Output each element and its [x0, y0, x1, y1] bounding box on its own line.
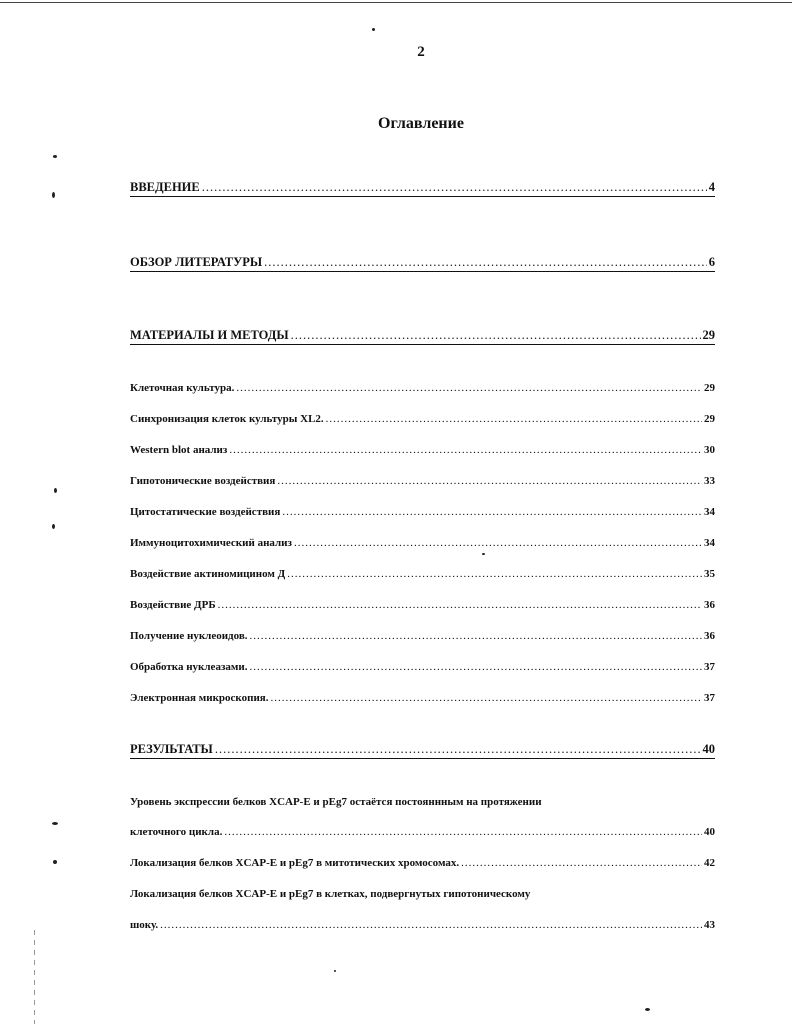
dot-leader: [249, 661, 702, 673]
toc-entry-cytostatic[interactable]: [130, 506, 715, 518]
toc-entry-page: 35: [704, 568, 715, 580]
toc-entry-immunocytochemistry[interactable]: [130, 537, 715, 549]
dot-leader: [270, 692, 702, 704]
dot-leader: [294, 537, 702, 549]
toc-entry-title: шоку.: [130, 919, 159, 931]
toc-entry-title: Воздействие актиномицином Д: [130, 568, 286, 580]
toc-entry-page: 37: [704, 661, 715, 673]
scan-speck: [53, 155, 57, 158]
toc-entry-page: 43: [704, 919, 715, 931]
toc-entry-actinomycin[interactable]: [130, 568, 715, 580]
toc-entry-western-blot[interactable]: [130, 444, 715, 456]
toc-entry-page: 29: [704, 413, 715, 425]
scan-speck: [52, 524, 55, 529]
toc-entry-title: Клеточная культура.: [130, 382, 235, 394]
toc-entry-drb[interactable]: [130, 599, 715, 611]
toc-entry-page: 36: [704, 599, 715, 611]
dot-leader: [264, 255, 707, 270]
dot-leader: [202, 180, 707, 195]
toc-entry-expression-level[interactable]: [130, 826, 715, 838]
toc-entry-title: Цитостатические воздействия: [130, 506, 281, 518]
toc-entry-hypotonic-shock[interactable]: [130, 919, 715, 931]
dot-leader: [229, 444, 702, 456]
toc-title: Оглавление: [378, 115, 464, 132]
dot-leader: [326, 413, 702, 425]
toc-section-page: 6: [708, 255, 715, 269]
scan-speck: [52, 822, 58, 825]
toc-entry-nucleases[interactable]: [130, 661, 715, 673]
toc-entry-page: 34: [704, 506, 715, 518]
dot-leader: [236, 382, 702, 394]
dot-leader: [218, 599, 702, 611]
toc-entry-nucleoids[interactable]: [130, 630, 715, 642]
toc-entry-title: клеточного цикла.: [130, 826, 223, 838]
toc-entry-page: 40: [704, 826, 715, 838]
toc-entry-hypotonic[interactable]: [130, 475, 715, 487]
toc-entry-cell-culture[interactable]: [130, 382, 715, 394]
scan-speck: [52, 192, 55, 198]
toc-section-title: РЕЗУЛЬТАТЫ: [130, 742, 213, 756]
dot-leader: [160, 919, 702, 931]
dot-leader: [287, 568, 702, 580]
scan-speck: [482, 553, 485, 555]
dot-leader: [250, 630, 702, 642]
toc-entry-page: 42: [704, 857, 715, 869]
scan-speck: [54, 488, 57, 493]
toc-section-title: ВВЕДЕНИЕ: [130, 180, 200, 194]
dot-leader: [215, 742, 701, 757]
toc-entry-title: Обработка нуклеазами.: [130, 661, 248, 673]
toc-entry-title: Электронная микроскопия.: [130, 692, 269, 704]
scan-speck: [53, 860, 57, 864]
toc-entry-page: 34: [704, 537, 715, 549]
top-scan-border: [0, 2, 792, 3]
toc-section-title: МАТЕРИАЛЫ И МЕТОДЫ: [130, 328, 289, 342]
dot-leader: [224, 826, 702, 838]
page-number: 2: [417, 44, 425, 60]
toc-section-materials-methods[interactable]: [130, 328, 715, 345]
toc-entry-page: 36: [704, 630, 715, 642]
toc-entry-page: 30: [704, 444, 715, 456]
toc-entry-title: Локализация белков XCAP-E и pEg7 в митотических хромосомах.: [130, 857, 460, 869]
toc-entry-mitotic-localization[interactable]: [130, 857, 715, 869]
toc-entry-title: Синхронизация клеток культуры XL2.: [130, 413, 324, 425]
scan-speck: [645, 1008, 650, 1011]
toc-entry-page: 33: [704, 475, 715, 487]
toc-section-results[interactable]: [130, 742, 715, 759]
dot-leader: [461, 857, 702, 869]
dot-leader: [282, 506, 702, 518]
toc-entry-page: 29: [704, 382, 715, 394]
toc-section-literature-review[interactable]: [130, 255, 715, 272]
toc-entry-title: Воздействие ДРБ: [130, 599, 216, 611]
dot-leader: [291, 328, 701, 343]
toc-entry-title: Гипотонические воздействия: [130, 475, 276, 487]
toc-entry-hypotonic-shock-line1[interactable]: Локализация белков XCAP-E и pEg7 в клетках, подвергнутых гипотоническому: [130, 888, 531, 900]
scan-speck: [372, 28, 375, 31]
toc-entry-title: Получение нуклеоидов.: [130, 630, 248, 642]
toc-section-page: 40: [702, 742, 715, 756]
toc-entry-title: Western blot анализ: [130, 444, 228, 456]
dot-leader: [277, 475, 702, 487]
toc-section-page: 29: [702, 328, 715, 342]
toc-entry-electron-microscopy[interactable]: [130, 692, 715, 704]
scan-speck: [334, 970, 336, 972]
toc-entry-page: 37: [704, 692, 715, 704]
toc-entry-synchronization[interactable]: [130, 413, 715, 425]
toc-entry-expression-level-line1[interactable]: Уровень экспрессии белков XCAP-E и pEg7 остаётся постояннным на протяжении: [130, 796, 542, 808]
toc-section-introduction[interactable]: [130, 180, 715, 197]
margin-scan-line: [34, 930, 35, 1024]
toc-entry-title: Иммуноцитохимический анализ: [130, 537, 292, 549]
toc-section-title: ОБЗОР ЛИТЕРАТУРЫ: [130, 255, 263, 269]
toc-section-page: 4: [708, 180, 715, 194]
